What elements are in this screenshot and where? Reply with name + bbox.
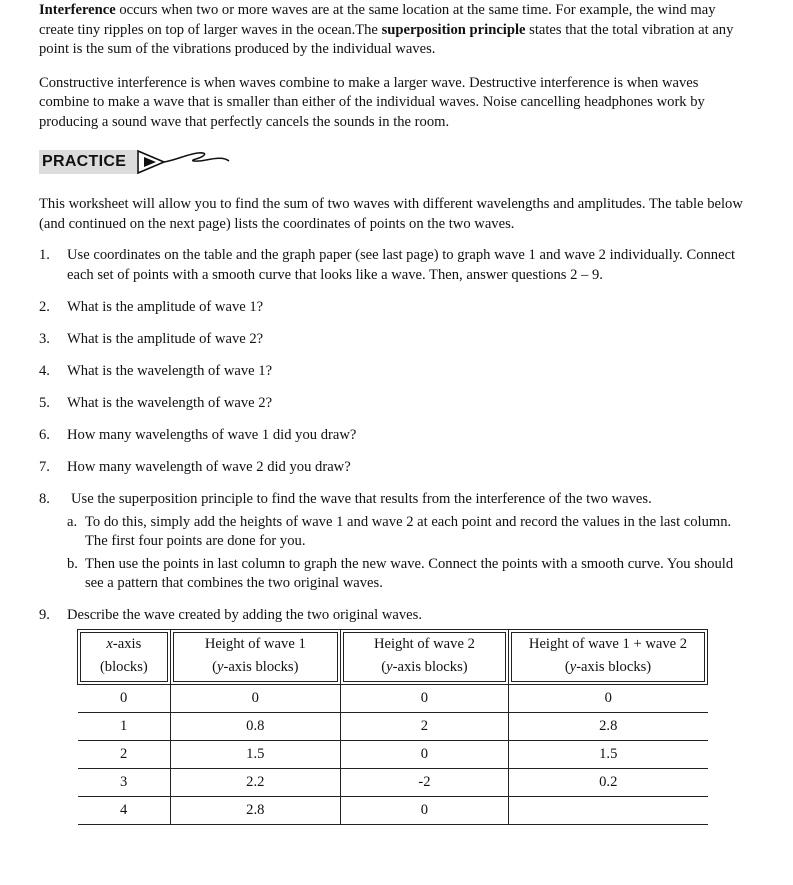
header-wave2-paren: ( (381, 659, 387, 675)
table-cell: 4 (78, 797, 171, 825)
table-row (78, 741, 708, 769)
question-number: 6. (39, 426, 50, 443)
question-7 (39, 458, 751, 478)
term-superposition: superposition principle (381, 21, 526, 38)
worksheet-page (39, 0, 751, 638)
table-cell: -2 (340, 769, 508, 797)
header-sum-italic: y (569, 659, 577, 675)
question-number: 1. (39, 247, 50, 263)
question-number: 8. (39, 490, 50, 507)
question-1 (39, 246, 751, 285)
question-8a (67, 513, 751, 551)
question-3 (39, 330, 751, 350)
table-cell: 0.8 (170, 713, 340, 741)
sub-letter: b. (67, 556, 78, 572)
question-8b (67, 555, 751, 593)
question-text: How many wavelength of wave 2 did you draw? (67, 458, 351, 475)
table-cell: 1 (78, 713, 171, 741)
table-cell: 0 (340, 685, 508, 713)
header-x-italic: x (106, 636, 113, 652)
practice-heading (39, 150, 751, 178)
intro-text-2: states that the total vibration at any point is the sum of the vibrations produced by the individual waves. (39, 21, 734, 57)
question-number: 5. (39, 394, 50, 411)
term-interference: Interference (39, 2, 116, 18)
table-cell[interactable] (509, 797, 708, 825)
table-cell: 2.8 (509, 713, 708, 741)
table-cell: 2 (78, 741, 171, 769)
pencil-arrow-icon (136, 148, 276, 178)
table-row (78, 685, 708, 713)
question-number: 4. (39, 362, 50, 379)
table-header-row (78, 630, 708, 685)
question-4 (39, 362, 751, 382)
header-sum-line1: Height of wave 1 + wave 2 (528, 636, 688, 652)
question-text: What is the amplitude of wave 1? (67, 298, 264, 315)
header-sum-paren: ( (564, 659, 570, 675)
question-list (39, 246, 751, 625)
header-x-axis (78, 630, 171, 685)
table-cell: 2.8 (170, 797, 340, 825)
question-number: 9. (39, 606, 50, 623)
table-cell: 0 (340, 741, 508, 769)
question-text: Use the superposition principle to find the wave that results from the interference of the two waves. (71, 490, 652, 507)
question-text: How many wavelengths of wave 1 did you draw? (67, 426, 357, 443)
table-cell: 3 (78, 769, 171, 797)
header-x-line2: (blocks) (99, 659, 148, 675)
header-x-line1: -axis (112, 636, 142, 652)
worksheet-paragraph: This worksheet will allow you to find the sum of two waves with different wavelengths and amplitudes. The table below (and continued on the next page) lists the coordinates of points on the two waves. (39, 196, 743, 232)
table-row (78, 713, 708, 741)
table-cell: 1.5 (509, 741, 708, 769)
question-text: Describe the wave created by adding the two original waves. (67, 606, 422, 623)
table-cell: 0 (170, 685, 340, 713)
header-wave2-line2: -axis blocks) (392, 659, 468, 675)
question-text: What is the wavelength of wave 2? (67, 394, 273, 411)
header-wave1 (170, 630, 340, 685)
question-text: What is the amplitude of wave 2? (67, 330, 264, 347)
question-number: 3. (39, 330, 50, 347)
header-wave2-italic: y (386, 659, 393, 675)
header-wave1-italic: y (216, 659, 224, 675)
question-5 (39, 394, 751, 414)
table-cell: 2.2 (170, 769, 340, 797)
question-9 (39, 606, 751, 626)
question-2 (39, 298, 751, 318)
question-8-sublist (67, 513, 751, 593)
question-text: What is the wavelength of wave 1? (67, 362, 273, 379)
table-row (78, 797, 708, 825)
table-cell: 1.5 (170, 741, 340, 769)
table-cell: 2 (340, 713, 508, 741)
header-wave2 (340, 630, 508, 685)
constructive-paragraph: Constructive interference is when waves combine to make a larger wave. Destructive interference is when waves combine to make a wave that is smaller than either of the individual waves. Noise cancelling headphones work by producing a sound wave that perfectly cancels the sounds in the room. (39, 74, 705, 130)
header-wave2-line1: Height of wave 2 (373, 636, 475, 652)
sub-text: Then use the points in last column to graph the new wave. Connect the points with a smooth curve. You should see a pattern that combines the two original waves. (85, 556, 734, 591)
table-cell: 0 (78, 685, 171, 713)
question-number: 2. (39, 298, 50, 315)
practice-label: PRACTICE (39, 150, 137, 174)
table-cell: 0.2 (509, 769, 708, 797)
header-sum (509, 630, 708, 685)
table-cell: 0 (340, 797, 508, 825)
header-wave1-line1: Height of wave 1 (204, 636, 306, 652)
sub-text: To do this, simply add the heights of wave 1 and wave 2 at each point and record the values in the last column. The first four points are done for you. (85, 514, 732, 549)
question-text: Use coordinates on the table and the graph paper (see last page) to graph wave 1 and wave 2 individually. Connect each set of points with a smooth curve that looks like a wave. Then, answer questions 2 – 9. (67, 247, 736, 283)
header-wave1-line2: -axis blocks) (223, 659, 299, 675)
intro-paragraph (39, 1, 751, 60)
sub-letter: a. (67, 514, 78, 530)
question-6 (39, 426, 751, 446)
table-row (78, 769, 708, 797)
question-number: 7. (39, 458, 50, 475)
header-sum-line2: -axis blocks) (576, 659, 652, 675)
coordinates-table (77, 629, 708, 825)
header-wave1-paren: ( (212, 659, 217, 675)
table-cell: 0 (509, 685, 708, 713)
question-8 (39, 490, 751, 594)
intro-text-1: occurs when two or more waves are at the same location at the same time. For example, the wind may create tiny ripples on top of larger waves in the ocean.The (39, 2, 716, 38)
